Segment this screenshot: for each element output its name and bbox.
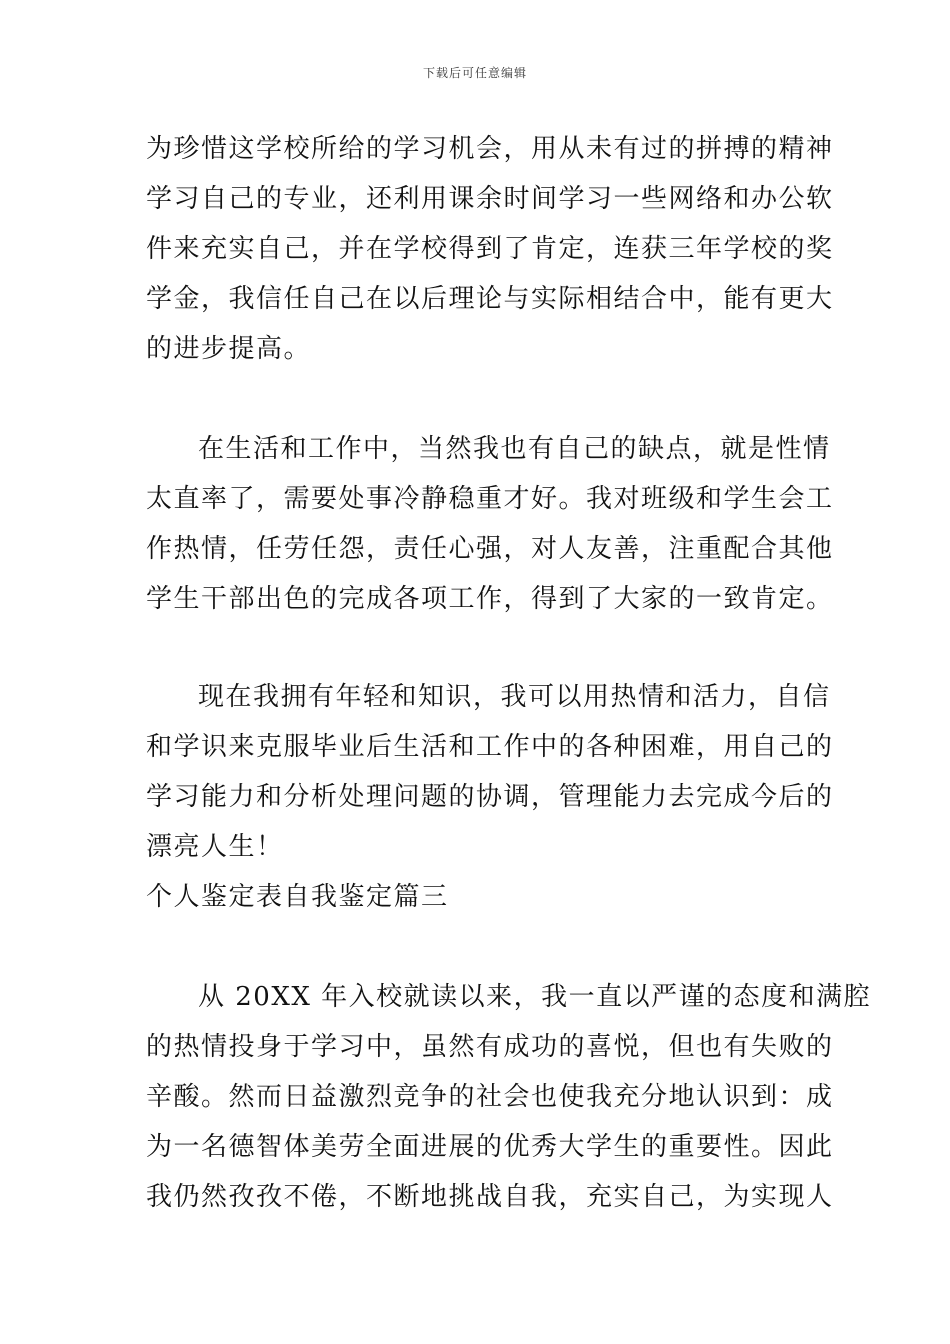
paragraph-line: 辛酸。然而日益激烈竞争的社会也使我充分地认识到：成	[146, 1082, 834, 1112]
paragraph-line: 在生活和工作中，当然我也有自己的缺点，就是性情	[198, 434, 831, 464]
section-title: 个人鉴定表自我鉴定篇三	[146, 882, 449, 912]
paragraph-line: 作热情，任劳任怨，责任心强，对人友善，注重配合其他	[146, 534, 834, 564]
paragraph-line: 的进步提高。	[146, 334, 312, 364]
paragraph-line: 漂亮人生！	[146, 832, 284, 862]
paragraph-line: 太直率了，需要处事冷静稳重才好。我对班级和学生会工	[146, 484, 834, 514]
paragraph-line: 为珍惜这学校所给的学习机会，用从未有过的拼搏的精神	[146, 134, 834, 164]
paragraph-line: 的热情投身于学习中，虽然有成功的喜悦，但也有失败的	[146, 1032, 834, 1062]
paragraph-line: 从 20XX 年入校就读以来，我一直以严谨的态度和满腔	[198, 982, 872, 1012]
paragraph-line: 件来充实自己，并在学校得到了肯定，连获三年学校的奖	[146, 234, 834, 264]
paragraph-line: 学习自己的专业，还利用课余时间学习一些网络和办公软	[146, 184, 834, 214]
paragraph-line: 学金，我信任自己在以后理论与实际相结合中，能有更大	[146, 284, 834, 314]
page-header: 下载后可任意编辑	[422, 66, 527, 80]
paragraph-line: 学生干部出色的完成各项工作，得到了大家的一致肯定。	[146, 584, 834, 614]
paragraph-line: 现在我拥有年轻和知识，我可以用热情和活力，自信	[198, 682, 831, 712]
paragraph-line: 学习能力和分析处理问题的协调，管理能力去完成今后的	[146, 782, 834, 812]
paragraph-line: 我仍然孜孜不倦，不断地挑战自我，充实自己，为实现人	[146, 1182, 834, 1212]
paragraph-line: 和学识来克服毕业后生活和工作中的各种困难，用自己的	[146, 732, 834, 762]
paragraph-line: 为一名德智体美劳全面进展的优秀大学生的重要性。因此	[146, 1132, 834, 1162]
